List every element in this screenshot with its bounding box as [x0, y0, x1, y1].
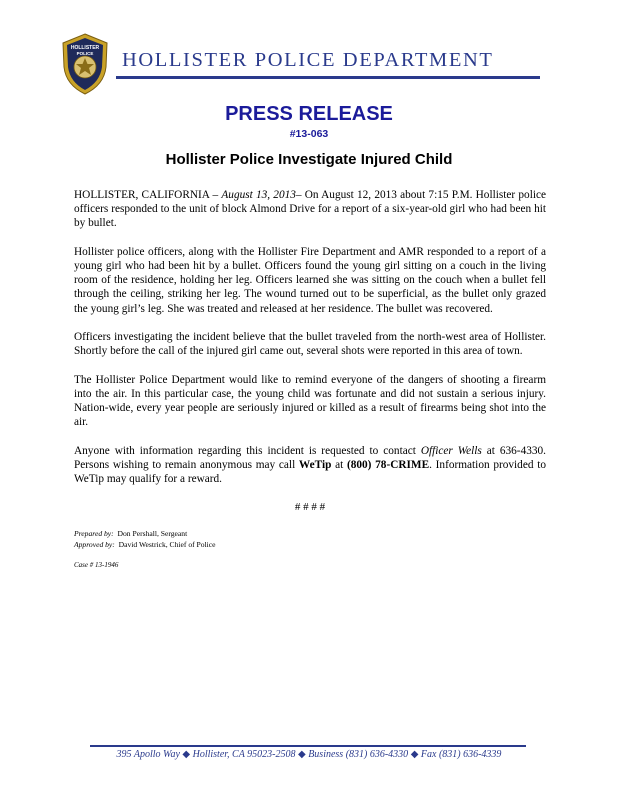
contact-text-b: at 636-4330. Persons wishing to remain anonymous may call [74, 444, 546, 471]
release-body [74, 188, 546, 572]
footer-business-phone: Business (831) 636-4330 [308, 749, 409, 760]
header-rule [116, 76, 540, 79]
approved-by-line [74, 539, 546, 550]
paragraph-4: The Hollister Police Department would like to remind everyone of the dangers of shooting a firearm into the air. In this particular case, the young child was fortunate and did not sustain a serious injury. Nation-wide, every year people are seriously injured or killed as a result of firearms being shot into the air. [74, 373, 546, 429]
paragraph-3: Officers investigating the incident believe that the bullet traveled from the north-west area of Hollister. Shortly before the call of the injured girl came out, several shots were reported in this area of town. [74, 331, 546, 358]
footer-address: 395 Apollo Way [116, 749, 180, 760]
contact-text-d: . Information provided to WeTip may qualify for a reward. [74, 458, 546, 485]
prepared-label: Prepared by: [74, 528, 114, 538]
press-release-title: PRESS RELEASE [225, 103, 393, 125]
footer-contact [0, 749, 618, 760]
officer-name: Officer Wells [420, 444, 482, 457]
footer-separator-icon: ◆ [410, 749, 419, 760]
footer-separator-icon: ◆ [297, 749, 306, 760]
paragraph-5 [74, 444, 546, 487]
footer-city: Hollister, CA 95023-2508 [192, 749, 296, 760]
release-headline: Hollister Police Investigate Injured Child [165, 151, 453, 168]
contact-text-a: Anyone with information regarding this incident is requested to contact [74, 444, 421, 457]
badge-top-text: HOLLISTER [70, 45, 100, 51]
prepared-by-line [74, 528, 546, 539]
release-number: #13-063 [289, 128, 329, 140]
case-number: Case # 13-1946 [74, 560, 119, 569]
end-marks: # # # # [294, 501, 326, 514]
contact-text-c: at [331, 458, 347, 471]
department-title: HOLLISTER POLICE DEPARTMENT [122, 49, 494, 71]
badge-middle-text: POLICE [76, 51, 94, 56]
crime-phone: (800) 78-CRIME [346, 458, 430, 471]
footer-fax: Fax (831) 636-4339 [420, 749, 502, 760]
footer-rule [90, 745, 526, 747]
dateline: HOLLISTER, CALIFORNIA – [74, 189, 222, 201]
approved-label: Approved by: [74, 539, 115, 549]
wetip-name: WeTip [298, 458, 332, 471]
paragraph-1-text: – On August 12, 2013 about 7:15 P.M. Hollister police officers responded to the unit of block Almond Drive for a report of a six-year-old girl who had been hit by bullet. [74, 189, 546, 230]
approved-value: David Westrick, Chief of Police [118, 539, 216, 549]
footer-separator-icon: ◆ [182, 749, 191, 760]
paragraph-2: Hollister police officers, along with the Hollister Fire Department and AMR responded to a report of a young girl who had been hit by a bullet. Officers found the young girl sitting on a couch in the living room of the residence, holding her leg. Officers learned she was sitting on the couch when a bullet fell through the ceiling, striking her leg. The wound turned out to be superficial, as the bullet only grazed the young girl’s leg. She was treated and released at her residence. The bullet was recovered. [74, 245, 546, 315]
paragraph-1 [74, 188, 546, 231]
police-badge-logo [60, 33, 110, 95]
badge-shield-icon [60, 33, 110, 95]
prepared-value: Don Pershall, Sergeant [117, 528, 188, 538]
release-date: August 13, 2013 [221, 189, 296, 201]
